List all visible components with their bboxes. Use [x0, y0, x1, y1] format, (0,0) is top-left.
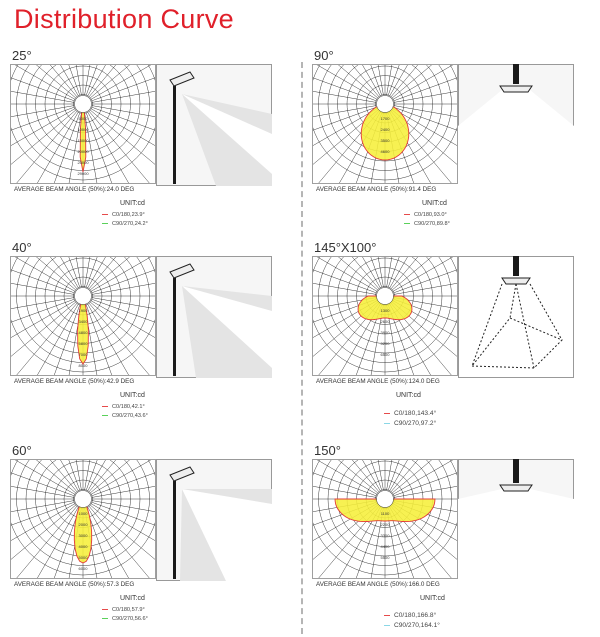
ring-value-label: 2600	[380, 319, 390, 324]
ceiling-light-illustration	[458, 459, 574, 581]
ring-value-label: 4800	[78, 330, 88, 335]
legend-c90-label: C90/270,43.6°	[112, 413, 148, 419]
polar-diagram	[10, 256, 156, 376]
hub	[75, 491, 92, 508]
ring-value-label: 1300	[380, 308, 390, 313]
legend-c90	[102, 221, 148, 227]
ring-value-label: 6500	[380, 352, 390, 357]
hub	[377, 491, 394, 508]
legend-swatch-c0	[404, 214, 410, 215]
grid-radial	[91, 107, 156, 159]
polar-diagram	[10, 64, 156, 184]
ring-value-label: 3000	[78, 533, 88, 538]
legend-c0	[404, 212, 447, 218]
ring-value-label: 1100	[380, 511, 390, 516]
legend-c90-label: C90/270,56.6°	[112, 616, 148, 622]
legend-c90-label: C90/270,24.2°	[112, 221, 148, 227]
legend-swatch-c0	[102, 214, 108, 215]
average-beam-angle-text: AVERAGE BEAM ANGLE (50%):24.0 DEG	[14, 186, 135, 193]
legend-swatch-c90	[384, 423, 390, 424]
ring-value-label: 5500	[380, 555, 390, 560]
legend-swatch-c90	[102, 618, 108, 619]
legend-c90	[384, 420, 436, 427]
unit-label: UNIT:cd	[396, 392, 421, 399]
ring-value-label: 8000	[78, 363, 88, 368]
legend-c90	[404, 221, 450, 227]
polar-grid	[10, 459, 156, 579]
unit-label: UNIT:cd	[120, 392, 145, 399]
beam-fill	[74, 499, 91, 563]
ring-value-label: 1900	[78, 308, 88, 313]
legend-c0-label: C0/180,23.9°	[112, 212, 145, 218]
legend-swatch-c90	[102, 223, 108, 224]
ring-value-label: 4600	[380, 149, 390, 154]
beam-angle-title: 150°	[314, 443, 341, 458]
panel-2	[10, 443, 295, 633]
hub	[377, 288, 394, 305]
grid-radial	[10, 112, 79, 184]
ring-value-label: 3900	[380, 330, 390, 335]
grid-radial	[88, 507, 157, 579]
legend-c90-label: C90/270,164.1°	[394, 622, 440, 629]
unit-label: UNIT:cd	[420, 595, 445, 602]
legend-c90-label: C90/270,97.2°	[394, 420, 437, 427]
ring-value-label: 1700	[380, 116, 390, 121]
legend-c90	[102, 413, 148, 419]
legend-c0-label: C0/180,57.9°	[112, 607, 145, 613]
polar-diagram	[312, 64, 458, 184]
legend-swatch-c0	[102, 609, 108, 610]
pole-light-illustration	[156, 256, 272, 378]
ring-value-label: 29000	[77, 171, 89, 176]
ring-value-label: 3400	[78, 319, 88, 324]
ceiling-light-illustration	[458, 64, 574, 186]
polar-diagram	[10, 459, 156, 579]
pole-light-illustration	[156, 64, 272, 186]
legend-c0	[384, 410, 436, 417]
ring-value-label: 2200	[380, 522, 390, 527]
ring-value-label: 7000	[78, 352, 88, 357]
panel-0	[10, 48, 295, 238]
ring-value-label: 5000	[78, 555, 88, 560]
panel-5	[312, 443, 597, 633]
pole-light-illustration	[156, 459, 272, 581]
hub	[75, 288, 92, 305]
legend-swatch-c0	[102, 406, 108, 407]
legend-c0	[102, 404, 145, 410]
unit-label: UNIT:cd	[120, 200, 145, 207]
grid-radial	[10, 107, 75, 159]
unit-label: UNIT:cd	[422, 200, 447, 207]
legend-c0-label: C0/180,143.4°	[394, 410, 437, 417]
ring-value-label: 5200	[380, 341, 390, 346]
ring-value-label: 2400	[380, 127, 390, 132]
polar-diagram	[312, 459, 458, 579]
grid-radial	[88, 112, 157, 184]
polar-grid	[10, 256, 156, 376]
page-title: Distribution Curve	[14, 4, 234, 34]
ring-value-label: 4000	[78, 544, 88, 549]
legend-swatch-c0	[384, 615, 390, 616]
grid-radial	[91, 299, 156, 351]
ring-value-label: 25000	[77, 160, 89, 165]
ring-value-label: 5800	[78, 341, 88, 346]
legend-swatch-c90	[404, 223, 410, 224]
legend-c90	[102, 616, 148, 622]
ring-value-label: 3300	[380, 533, 390, 538]
legend-c90-label: C90/270,89.8°	[414, 221, 450, 227]
grid-radial	[10, 299, 75, 351]
beam-angle-title: 90°	[314, 48, 334, 63]
legend-c0-label: C0/180,93.0°	[414, 212, 447, 218]
legend-swatch-c90	[384, 625, 390, 626]
unit-label: UNIT:cd	[120, 595, 145, 602]
beam-angle-title: 145°X100°	[314, 240, 377, 255]
ring-value-label: 20000	[77, 149, 89, 154]
polar-diagram	[312, 256, 458, 376]
legend-c0-label: C0/180,166.8°	[394, 612, 437, 619]
panel-3	[312, 48, 597, 238]
panel-4	[312, 240, 597, 430]
legend-swatch-c0	[384, 413, 390, 414]
beam-angle-title: 60°	[12, 443, 32, 458]
ring-value-label: 1000	[78, 511, 88, 516]
polar-grid	[312, 64, 458, 184]
beam-angle-title: 25°	[12, 48, 32, 63]
legend-c0	[102, 607, 145, 613]
hub	[75, 96, 92, 113]
grid-radial	[91, 502, 156, 554]
grid-radial	[10, 304, 79, 376]
legend-c90	[384, 622, 440, 629]
legend-c0	[384, 612, 436, 619]
average-beam-angle-text: AVERAGE BEAM ANGLE (50%):124.0 DEG	[316, 378, 440, 385]
ring-value-label: 6000	[78, 116, 88, 121]
average-beam-angle-text: AVERAGE BEAM ANGLE (50%):91.4 DEG	[316, 186, 437, 193]
ring-value-label: 2000	[78, 522, 88, 527]
legend-swatch-c90	[102, 415, 108, 416]
beam-angle-title: 40°	[12, 240, 32, 255]
average-beam-angle-text: AVERAGE BEAM ANGLE (50%):42.9 DEG	[14, 378, 135, 385]
legend-c0-label: C0/180,42.1°	[112, 404, 145, 410]
grid-radial	[10, 502, 75, 554]
legend-c0	[102, 212, 145, 218]
ring-value-label: 15000	[77, 138, 89, 143]
ring-value-label: 10000	[77, 127, 89, 132]
ring-value-label: 3500	[380, 138, 390, 143]
ring-value-label: 4400	[380, 544, 390, 549]
polar-grid	[10, 64, 156, 184]
polar-grid	[312, 459, 458, 579]
average-beam-angle-text: AVERAGE BEAM ANGLE (50%):57.3 DEG	[14, 581, 135, 588]
column-divider	[301, 62, 303, 634]
hub	[377, 96, 394, 113]
ring-value-label: 6000	[78, 566, 88, 571]
grid-radial	[10, 507, 79, 579]
panel-1	[10, 240, 295, 430]
grid-radial	[88, 304, 157, 376]
polar-grid	[312, 256, 458, 376]
average-beam-angle-text: AVERAGE BEAM ANGLE (50%):166.0 DEG	[316, 581, 440, 588]
wall-washer-illustration	[458, 256, 574, 378]
